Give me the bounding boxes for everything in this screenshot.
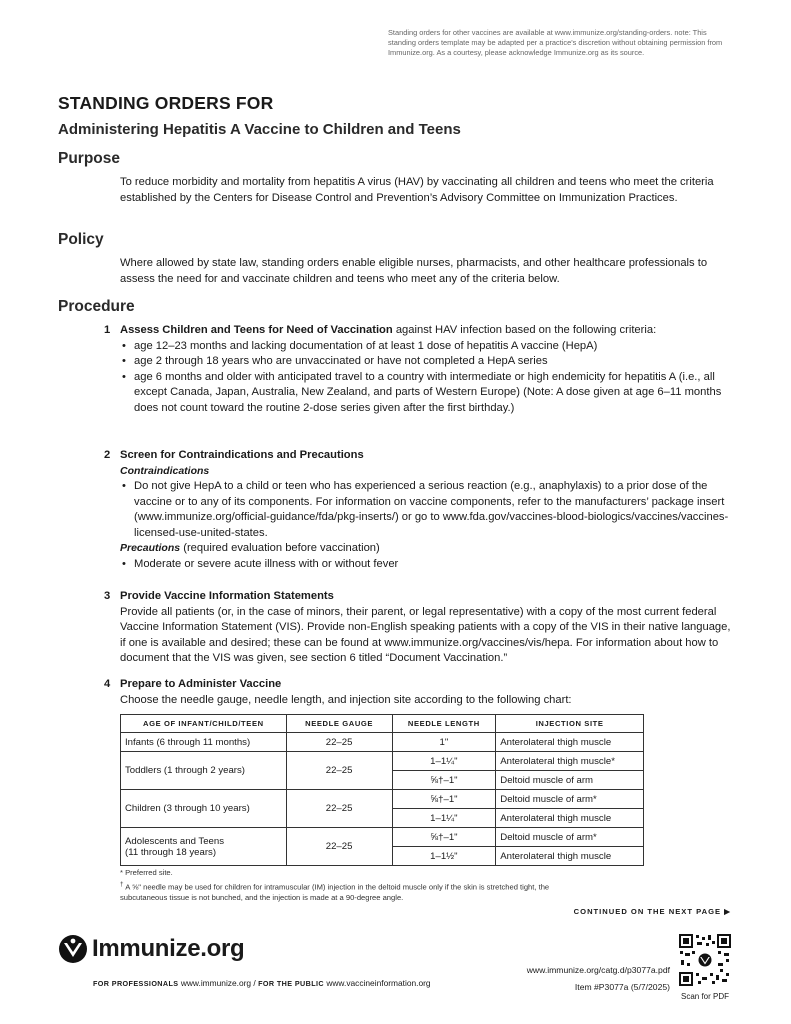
step-number: 3 xyxy=(104,590,111,602)
logo-text: Immunize.org xyxy=(92,935,245,962)
list-item: • age 2 through 18 years who are unvaccinated or have not completed a HepA series xyxy=(104,354,734,370)
step-1 xyxy=(104,323,734,416)
site-cell: Deltoid muscle of arm xyxy=(496,771,644,790)
table-row xyxy=(121,752,644,771)
table-row xyxy=(121,733,644,752)
gauge-cell: 22–25 xyxy=(286,733,392,752)
list-item: • age 6 months and older with anticipated travel to a country with intermediate or high endemicity for hepatitis A (i.e., all except Canada, Japan, Australia, New Zealand, and parts of Western Europe) (Note: A dose given at age 6–11 months does not count toward the routine 2-dose series given after the first birthday.) xyxy=(104,370,734,417)
length-cell: 1–1½" xyxy=(392,847,496,866)
column-header: NEEDLE GAUGE xyxy=(286,715,392,733)
page-title: STANDING ORDERS FOR xyxy=(58,93,274,113)
step-4 xyxy=(104,677,734,708)
column-header: NEEDLE LENGTH xyxy=(392,715,496,733)
footer-right xyxy=(500,962,670,996)
step-2-title: Screen for Contraindications and Precautions xyxy=(120,449,364,461)
list-item: • Moderate or severe acute illness with or without fever xyxy=(104,557,734,573)
step-4-title: Prepare to Administer Vaccine xyxy=(120,678,282,690)
column-header: INJECTION SITE xyxy=(496,715,644,733)
purpose-text: To reduce morbidity and mortality from hepatitis A virus (HAV) by vaccinating all children and teens who meet the criteria established by the Centers for Disease Control and Prevention’s Advisory Committee on Immunization Practices. xyxy=(120,176,714,204)
footer-links xyxy=(93,978,431,988)
page-subtitle: Administering Hepatitis A Vaccine to Children and Teens xyxy=(58,121,461,138)
policy-heading: Policy xyxy=(58,231,104,248)
site-cell: Deltoid muscle of arm* xyxy=(496,790,644,809)
qr-code-icon[interactable] xyxy=(678,933,732,987)
site-cell: Anterolateral thigh muscle xyxy=(496,847,644,866)
procedure-heading: Procedure xyxy=(58,298,135,315)
pro-label: FOR PROFESSIONALS xyxy=(93,979,179,988)
age-cell: Toddlers (1 through 2 years) xyxy=(121,752,287,790)
site-cell: Anterolateral thigh muscle xyxy=(496,733,644,752)
gauge-cell: 22–25 xyxy=(286,790,392,828)
length-cell: 1–1¼" xyxy=(392,809,496,828)
step-3-text: Provide all patients (or, in the case of minors, their parent, or legal representative) with a copy of the most current federal Vaccine Information Statement (VIS). Provide non-English speaking patients with a copy of the VIS in their native language, if one is available and desired; these can be found at www.immunize.org/vaccines/vis/hepa. For information about how to document that the VIS was given, see section 6 titled “Document Vaccination.” xyxy=(120,605,731,664)
shield-logo-icon xyxy=(58,934,88,964)
site-cell: Anterolateral thigh muscle xyxy=(496,809,644,828)
length-cell: ⅝†–1" xyxy=(392,828,496,847)
purpose-heading: Purpose xyxy=(58,150,121,167)
policy-text: Where allowed by state law, standing orders enable eligible nurses, pharmacists, and other healthcare professionals to assess the need for and vaccinate children and teens who meet any of the criteria below. xyxy=(120,257,708,285)
length-cell: ⅝†–1" xyxy=(392,771,496,790)
continued-label: CONTINUED ON THE NEXT PAGE ▶ xyxy=(573,907,731,916)
length-cell: 1" xyxy=(392,733,496,752)
header-note: Standing orders for other vaccines are available at www.immunize.org/standing-orders. note: This standing orders template may be adapted per a practice's discretion without obtaining permission from Immunize.org. As a courtesy, please acknowledge Immunize.org as its source. xyxy=(388,28,723,57)
age-cell: Children (3 through 10 years) xyxy=(121,790,287,828)
needle-table xyxy=(120,714,644,866)
footer-separator: / xyxy=(253,978,256,988)
scan-label: Scan for PDF xyxy=(680,992,729,1001)
pro-url-link[interactable]: www.immunize.org xyxy=(180,978,252,988)
footnote-needle: † A ⅝" needle may be used for children for intramuscular (IM) injection in the deltoid muscle only if the skin is stretched tight, the subcutaneous tissue is not bunched, and the injection is made at a 90-degree angle. xyxy=(120,881,550,902)
step-number: 1 xyxy=(104,324,111,336)
catalog-url-link[interactable]: www.immunize.org/catg.d/p3077a.pdf xyxy=(526,965,670,975)
step-number: 4 xyxy=(104,678,111,690)
step-number: 2 xyxy=(104,449,111,461)
length-cell: 1–1¼" xyxy=(392,752,496,771)
public-label: FOR THE PUBLIC xyxy=(258,979,324,988)
step-1-title: Assess Children and Teens for Need of Vaccination against HAV infection based on the following criteria: xyxy=(120,324,657,336)
gauge-cell: 22–25 xyxy=(286,752,392,790)
item-number: Item #P3077a (5/7/2025) xyxy=(574,982,670,992)
age-cell: Adolescents and Teens (11 through 18 years) xyxy=(121,828,287,866)
list-item: • age 12–23 months and lacking documentation of at least 1 dose of hepatitis A vaccine (HepA) xyxy=(104,339,734,355)
step-3 xyxy=(104,589,734,667)
site-cell: Deltoid muscle of arm* xyxy=(496,828,644,847)
length-cell: ⅝†–1" xyxy=(392,790,496,809)
site-cell: Anterolateral thigh muscle* xyxy=(496,752,644,771)
table-row xyxy=(121,828,644,847)
step-3-title: Provide Vaccine Information Statements xyxy=(120,590,334,602)
list-item: • Do not give HepA to a child or teen who has experienced a serious reaction (e.g., anaphylaxis) to a prior dose of the vaccine or to any of its components. For information on vaccine components, refer to the manufacturers’ package insert (www.immunize.org/official-guidance/fda/pkg-inserts/) or go to www.fda.gov/vaccines-blood-biologics/vaccines/vaccines-licensed-use-united-states. xyxy=(104,479,734,541)
table-row xyxy=(121,790,644,809)
age-cell: Infants (6 through 11 months) xyxy=(121,733,287,752)
step-2 xyxy=(104,448,734,572)
public-url-link[interactable]: www.vaccineinformation.org xyxy=(326,978,431,988)
contraindications-label: Contraindications xyxy=(120,464,210,477)
step-4-text: Choose the needle gauge, needle length, and injection site according to the following chart: xyxy=(120,693,572,706)
footnote-preferred: * Preferred site. xyxy=(120,868,173,877)
gauge-cell: 22–25 xyxy=(286,828,392,866)
column-header: AGE OF INFANT/CHILD/TEEN xyxy=(121,715,287,733)
precautions-line: Precautions (required evaluation before vaccination) xyxy=(120,542,380,554)
immunize-logo xyxy=(58,934,244,964)
table-header-row xyxy=(121,715,644,733)
